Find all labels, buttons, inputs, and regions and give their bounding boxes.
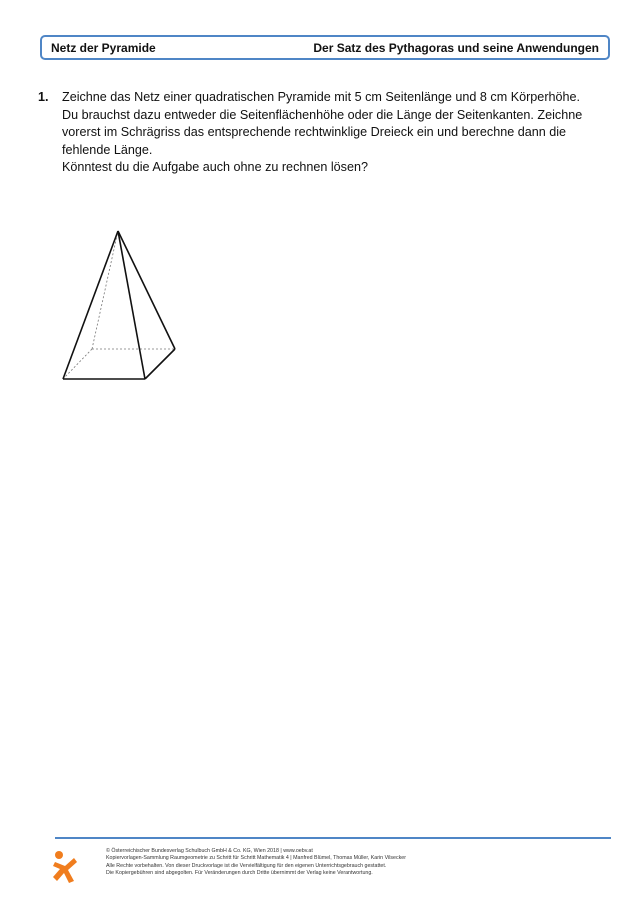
footer-line: Kopiervorlagen-Sammlung Raumgeometrie zu Schritt für Schritt Mathematik 4 | Manfred Blümel, Thomas Müller, Karin Vilsecker [106,855,406,862]
worksheet-title: Netz der Pyramide [51,40,156,55]
task-number: 1. [38,90,49,104]
oebv-logo-icon [52,850,78,889]
footer-divider [55,837,611,839]
task-line: Könntest du die Aufgabe auch ohne zu rechnen lösen? [62,160,368,174]
task-line: fehlende Länge. [62,142,153,157]
pyramid-figure [55,225,185,390]
task-line: Zeichne das Netz einer quadratischen Pyramide mit 5 cm Seitenlänge und 8 cm Körperhöhe. [62,90,581,104]
copyright-footer [106,848,606,878]
footer-line: Alle Rechte vorbehalten. Von dieser Druckvorlage ist die Vervielfältigung für den eigenen Unterrichtsgebrauch gestattet. [106,862,387,869]
footer-line: Die Kopiergebühren sind abgegolten. Für Veränderungen durch Dritte übernimmt der Verlag keine Verantwortung. [106,870,373,877]
task-line: vorerst im Schrägriss das entsprechende rechtwinklige Dreieck ein und berechne dann die [62,125,567,139]
page-header [40,35,610,60]
square-pyramid-icon [55,225,185,385]
chapter-title: Der Satz des Pythagoras und seine Anwendungen [313,40,599,55]
footer-line: © Österreichischer Bundesverlag Schulbuch GmbH & Co. KG, Wien 2018 | www.oebv.at [106,848,313,854]
task-text [62,89,608,177]
task-line: Du brauchst dazu entweder die Seitenflächenhöhe oder die Länge der Seitenkanten. Zeichne [62,107,583,122]
